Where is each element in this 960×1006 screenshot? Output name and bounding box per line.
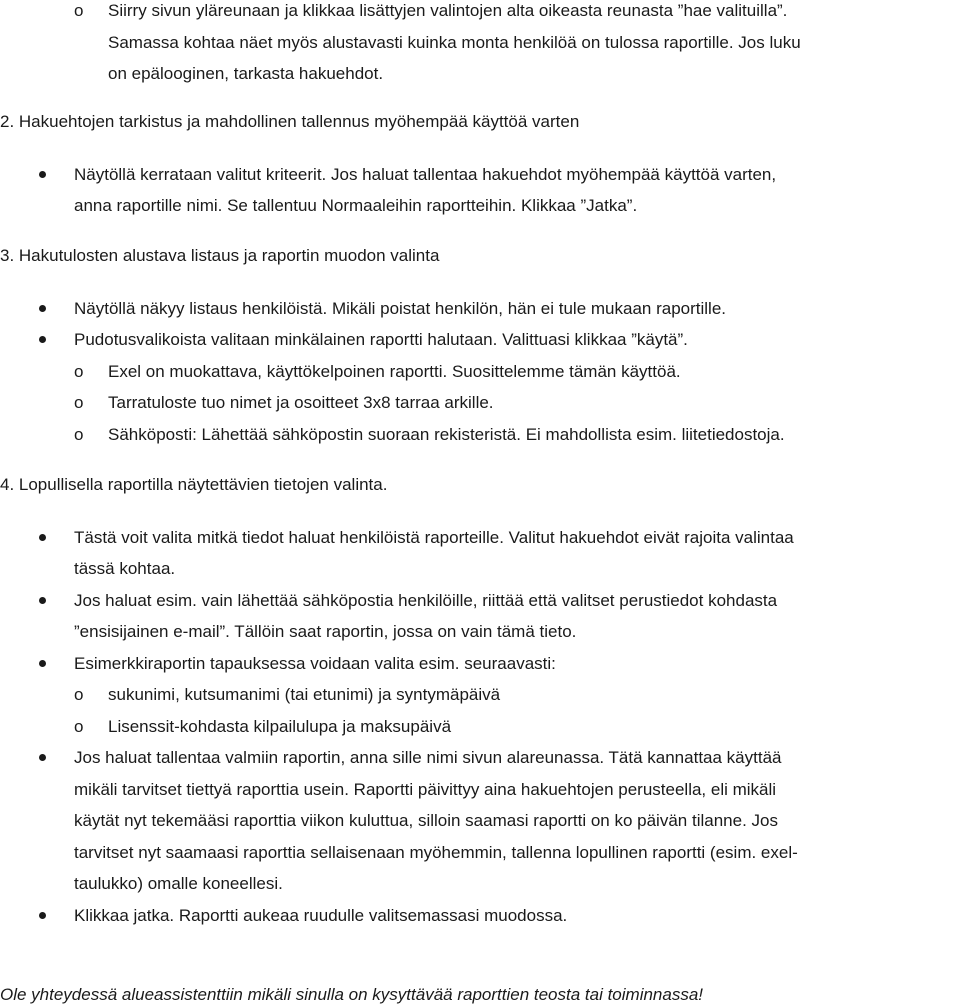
sub-item-marker: o (74, 717, 84, 736)
section-4-bullet-2-line-1: Jos haluat esim. vain lähettää sähköpostia henkilöille, riittää että valitset perustiedot kohdasta (74, 591, 778, 610)
section-2-heading: 2. Hakuehtojen tarkistus ja mahdollinen tallennus myöhempää käyttöä varten (0, 112, 580, 131)
bullet-dot (39, 534, 46, 541)
sub-item-marker: o (74, 425, 84, 444)
section-3-bullet-1: Näytöllä näkyy listaus henkilöistä. Mikäli poistat henkilön, hän ei tule mukaan raportille. (74, 299, 727, 318)
footer-note: Ole yhteydessä alueassistenttiin mikäli sinulla on kysyttävää raporttien teosta tai toiminnassa! (0, 985, 704, 1004)
section-4-bullet-2-line-2: ”ensisijainen e-mail”. Tällöin saat raportin, jossa on vain tämä tieto. (74, 622, 577, 641)
bullet-dot (39, 597, 46, 604)
section-4-bullet-1-line-2: tässä kohtaa. (74, 559, 176, 578)
top-subitem-line-2: Samassa kohtaa näet myös alustavasti kuinka monta henkilöä on tulossa raportille. Jos luku (108, 33, 801, 52)
sub-item-marker: o (74, 685, 84, 704)
section-4-sub-2: Lisenssit-kohdasta kilpailulupa ja maksupäivä (108, 717, 452, 736)
section-3-sub-2: Tarratuloste tuo nimet ja osoitteet 3x8 tarraa arkille. (108, 393, 494, 412)
section-3-sub-3: Sähköposti: Lähettää sähköpostin suoraan rekisteristä. Ei mahdollista esim. liitetiedostoja. (108, 425, 785, 444)
section-2-bullet-1-line-2: anna raportille nimi. Se tallentuu Normaaleihin raportteihin. Klikkaa ”Jatka”. (74, 196, 638, 215)
section-4-bullet-1-line-1: Tästä voit valita mitkä tiedot haluat henkilöistä raporteille. Valitut hakuehdot eivät rajoita valintaa (74, 528, 794, 547)
section-4-bullet-4-line-4: tarvitset nyt saamaasi raporttia sellaisenaan myöhemmin, tallenna lopullinen raportti (esim. exel- (74, 843, 798, 862)
bullet-dot (39, 336, 46, 343)
section-2-bullet-1-line-1: Näytöllä kerrataan valitut kriteerit. Jos haluat tallentaa hakuehdot myöhempää käyttöä varten, (74, 165, 777, 184)
top-subitem-line-3: on epälooginen, tarkasta hakuehdot. (108, 64, 384, 83)
bullet-dot (39, 171, 46, 178)
section-4-sub-1: sukunimi, kutsumanimi (tai etunimi) ja syntymäpäivä (108, 685, 501, 704)
section-4-bullet-4-line-1: Jos haluat tallentaa valmiin raportin, anna sille nimi sivun alareunassa. Tätä kannattaa käyttää (74, 748, 782, 767)
bullet-dot (39, 754, 46, 761)
sub-item-marker: o (74, 362, 84, 381)
top-subitem-line-1: Siirry sivun yläreunaan ja klikkaa lisättyjen valintojen alta oikeasta reunasta ”hae valituilla”. (108, 1, 788, 20)
section-4-bullet-3: Esimerkkiraportin tapauksessa voidaan valita esim. seuraavasti: (74, 654, 556, 673)
sub-item-marker: o (74, 393, 84, 412)
sub-item-marker: o (74, 1, 84, 20)
bullet-dot (39, 305, 46, 312)
section-4-bullet-4-line-3: käytät nyt tekemääsi raporttia viikon kuluttua, silloin saamasi raportti on ko päivän tilanne. Jos (74, 811, 778, 830)
section-3-bullet-2: Pudotusvalikoista valitaan minkälainen raportti halutaan. Valittuasi klikkaa ”käytä”. (74, 330, 688, 349)
section-4-bullet-4-line-2: mikäli tarvitset tiettyä raporttia usein. Raportti päivittyy aina hakuehtojen perusteella, eli mikäli (74, 780, 777, 799)
section-3-sub-1: Exel on muokattava, käyttökelpoinen raportti. Suosittelemme tämän käyttöä. (108, 362, 681, 381)
bullet-dot (39, 660, 46, 667)
section-4-heading: 4. Lopullisella raportilla näytettävien tietojen valinta. (0, 475, 388, 494)
section-3-heading: 3. Hakutulosten alustava listaus ja raportin muodon valinta (0, 246, 440, 265)
bullet-dot (39, 912, 46, 919)
section-4-bullet-4-line-5: taulukko) omalle koneellesi. (74, 874, 283, 893)
section-4-bullet-5: Klikkaa jatka. Raportti aukeaa ruudulle valitsemassasi muodossa. (74, 906, 568, 925)
